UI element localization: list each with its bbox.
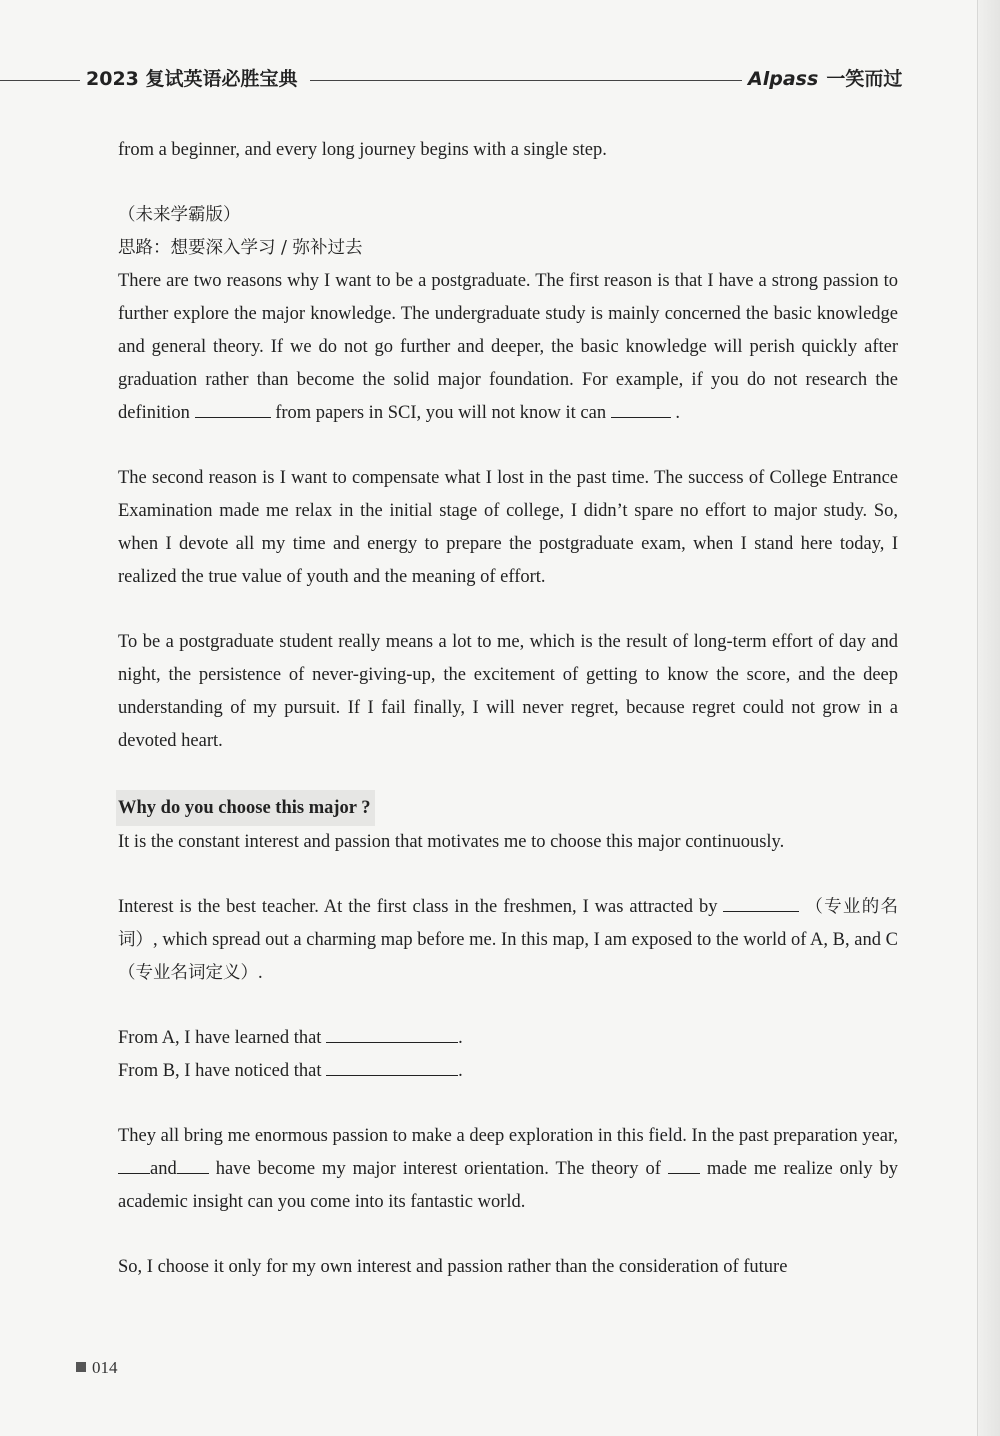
paragraph-first-reason: There are two reasons why I want to be a postgraduate. The first reason is that I have a strong passion to further explore the major knowledge. The undergraduate study is mainly concerned the basic knowledge and general theory. If we do not go further and deeper, the basic knowledge will perish quickly after graduation rather than become the solid major foundation. For example, if you do not research the definition from papers in SCI, you will not know it can . bbox=[118, 271, 898, 423]
fill-in-blank bbox=[326, 1026, 458, 1043]
page-marker-icon bbox=[76, 1362, 86, 1372]
idea-label: 思路：想要深入学习 / 弥补过去 bbox=[118, 238, 363, 258]
fill-in-blank bbox=[611, 401, 671, 418]
line-from-a: From A, I have learned that . bbox=[118, 1028, 463, 1048]
line-from-b: From B, I have noticed that . bbox=[118, 1061, 463, 1081]
header-rule-left bbox=[0, 80, 80, 81]
fill-in-blank bbox=[668, 1157, 700, 1174]
brand-slogan: 一笑而过 bbox=[826, 68, 903, 90]
paragraph-choice: So, I choose it only for my own interest and passion rather than the consideration of future bbox=[118, 1257, 788, 1277]
paragraph-second-reason: The second reason is I want to compensate what I lost in the past time. The success of College Entrance Examination made me relax in the initial stage of college, I didn’t spare no effort to major study. So, when I devote all my time and energy to prepare the postgraduate exam, when I stand here today, I realized the true value of youth and the meaning of effort. bbox=[118, 468, 898, 587]
brand bbox=[748, 64, 902, 91]
fill-in-blank bbox=[195, 401, 271, 418]
section-heading-wrap bbox=[118, 790, 898, 826]
page-number: 014 bbox=[92, 1358, 118, 1377]
fill-in-blank bbox=[177, 1157, 209, 1174]
brand-logo: Alpass bbox=[748, 68, 819, 90]
version-label: （未来学霸版） bbox=[118, 205, 241, 225]
fill-in-blank bbox=[326, 1059, 458, 1076]
section-heading: Why do you choose this major ? bbox=[116, 790, 375, 826]
paragraph-exploration: They all bring me enormous passion to make a deep exploration in this field. In the past preparation year, and have become my major interest orientation. The theory of made me realize only by academic insight can you come into its fantastic world. bbox=[118, 1126, 899, 1212]
paragraph-continuation: from a beginner, and every long journey begins with a single step. bbox=[118, 140, 607, 160]
header-rule-middle bbox=[310, 80, 742, 81]
page-header bbox=[0, 62, 903, 98]
paragraph-interest: Interest is the best teacher. At the first class in the freshmen, I was attracted by （专业的名词）, which spread out a charming map before me. In this map, I am exposed to the world of A, B, and C （专业名词定义）. bbox=[118, 897, 899, 983]
fill-in-blank bbox=[723, 895, 799, 912]
paragraph-conclusion: To be a postgraduate student really means a lot to me, which is the result of long-term effort of day and night, the persistence of never-giving-up, the excitement of getting to know the score, and the deep understanding of my pursuit. If I fail finally, I will never regret, because regret could not grow in a devoted heart. bbox=[118, 632, 898, 751]
page-footer bbox=[76, 1358, 118, 1378]
paragraph-major-intro: It is the constant interest and passion that motivates me to choose this major continuously. bbox=[118, 832, 785, 852]
book-title: 2023 复试英语必胜宝典 bbox=[86, 68, 298, 90]
fill-in-blank bbox=[118, 1157, 150, 1174]
page-content bbox=[118, 134, 898, 1284]
page-edge bbox=[977, 0, 1000, 1436]
